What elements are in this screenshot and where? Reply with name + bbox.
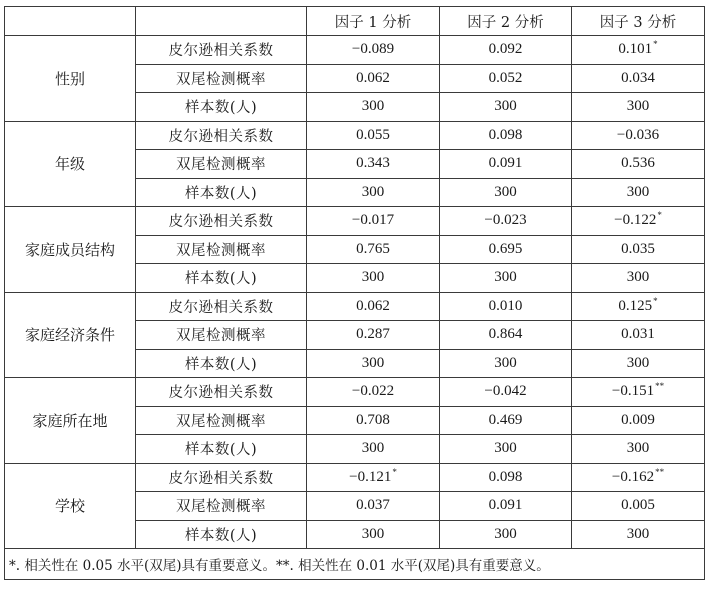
value-cell (307, 264, 440, 293)
value-cell (572, 235, 705, 264)
correlation-table-body (5, 7, 705, 580)
value-text: −0.162 (611, 468, 655, 485)
value-text: 300 (626, 354, 650, 371)
value-cell (307, 207, 440, 236)
header-cell-group (5, 7, 136, 36)
value-text: 300 (494, 440, 517, 457)
significance-marker: * (653, 295, 658, 306)
value-cell (572, 150, 705, 179)
value-cell (307, 93, 440, 122)
header-cell-metric (136, 7, 307, 36)
group-label: 家庭经济条件 (5, 292, 136, 378)
value-text: 0.708 (356, 411, 390, 428)
value-text: 0.125 (618, 297, 653, 314)
group-label: 家庭所在地 (5, 378, 136, 464)
value-cell (572, 121, 705, 150)
value-cell (440, 520, 572, 549)
value-cell (307, 36, 440, 65)
value-text: 300 (361, 525, 385, 542)
value-text: 0.469 (488, 411, 523, 428)
group-label: 性别 (5, 36, 136, 122)
value-cell (440, 264, 572, 293)
metric-label: 皮尔逊相关系数 (136, 292, 307, 321)
value-text: 300 (494, 183, 517, 200)
value-cell (572, 520, 705, 549)
value-text: 0.052 (488, 69, 523, 86)
metric-label: 皮尔逊相关系数 (136, 207, 307, 236)
value-text: −0.089 (351, 41, 395, 58)
table-row (5, 121, 705, 150)
significance-marker: ** (655, 381, 665, 392)
value-text: −0.022 (351, 383, 395, 400)
value-text: 0.055 (356, 126, 390, 143)
value-text: 0.062 (356, 69, 390, 86)
value-text: −0.036 (616, 126, 660, 143)
table-row (5, 463, 705, 492)
value-cell (307, 121, 440, 150)
value-cell (572, 36, 705, 65)
value-text: 0.092 (488, 41, 523, 58)
value-cell (440, 235, 572, 264)
metric-label: 双尾检测概率 (136, 406, 307, 435)
value-text: 300 (361, 98, 385, 115)
value-cell (307, 406, 440, 435)
value-text: 0.343 (356, 155, 390, 172)
value-cell (307, 150, 440, 179)
value-cell (440, 492, 572, 521)
value-cell (440, 378, 572, 407)
header-cell-factor-1: 因子 1 分析 (307, 7, 440, 36)
value-text: 0.034 (621, 69, 655, 86)
header-cell-factor-2: 因子 2 分析 (440, 7, 572, 36)
value-cell (307, 321, 440, 350)
value-text: −0.121 (349, 468, 392, 485)
value-text: 0.037 (356, 497, 390, 514)
metric-label: 样本数(人) (136, 435, 307, 464)
value-cell (440, 150, 572, 179)
value-text: 300 (494, 98, 517, 115)
metric-label: 样本数(人) (136, 93, 307, 122)
value-cell (572, 378, 705, 407)
value-text: 300 (626, 269, 650, 286)
value-cell (440, 463, 572, 492)
value-cell (440, 64, 572, 93)
value-text: 300 (494, 269, 517, 286)
value-text: 0.098 (488, 126, 523, 143)
value-cell (572, 178, 705, 207)
footnote-row (5, 549, 705, 580)
value-cell (440, 207, 572, 236)
value-text: 0.091 (488, 155, 523, 172)
value-cell (572, 93, 705, 122)
value-text: 0.031 (621, 326, 655, 343)
value-cell (572, 264, 705, 293)
metric-label: 样本数(人) (136, 520, 307, 549)
group-label: 家庭成员结构 (5, 207, 136, 293)
value-text: 0.287 (356, 326, 390, 343)
value-cell (307, 520, 440, 549)
value-cell (440, 36, 572, 65)
value-cell (440, 93, 572, 122)
value-text: 300 (626, 183, 650, 200)
significance-marker: * (653, 39, 658, 50)
value-text: −0.017 (351, 212, 395, 229)
table-row (5, 378, 705, 407)
value-cell (307, 292, 440, 321)
footnote: *. 相关性在 0.05 水平(双尾)具有重要意义。**. 相关性在 0.01 水平(双尾)具有重要意义。 (5, 549, 705, 580)
value-cell (307, 492, 440, 521)
value-cell (572, 349, 705, 378)
value-cell (572, 292, 705, 321)
significance-marker: * (392, 466, 397, 477)
value-cell (307, 435, 440, 464)
value-cell (572, 406, 705, 435)
value-cell (440, 292, 572, 321)
value-text: 300 (361, 269, 385, 286)
value-text: −0.023 (484, 212, 527, 229)
group-label: 学校 (5, 463, 136, 549)
value-cell (572, 492, 705, 521)
value-text: 0.695 (488, 240, 523, 257)
value-text: 300 (361, 440, 385, 457)
value-text: 0.765 (356, 240, 390, 257)
value-text: −0.151 (611, 383, 655, 400)
table-row (5, 36, 705, 65)
value-text: 300 (494, 525, 517, 542)
metric-label: 样本数(人) (136, 178, 307, 207)
value-cell (572, 64, 705, 93)
value-text: 0.098 (488, 468, 523, 485)
value-cell (307, 64, 440, 93)
value-cell (572, 463, 705, 492)
value-cell (440, 321, 572, 350)
value-text: 300 (361, 354, 385, 371)
metric-label: 双尾检测概率 (136, 150, 307, 179)
value-text: 0.864 (488, 326, 523, 343)
metric-label: 皮尔逊相关系数 (136, 36, 307, 65)
value-cell (307, 349, 440, 378)
value-cell (307, 178, 440, 207)
value-cell (440, 178, 572, 207)
metric-label: 皮尔逊相关系数 (136, 378, 307, 407)
header-cell-factor-3: 因子 3 分析 (572, 7, 705, 36)
correlation-table-container (4, 6, 704, 580)
significance-marker: * (657, 210, 662, 221)
value-cell (307, 235, 440, 264)
value-text: 0.009 (621, 411, 655, 428)
metric-label: 双尾检测概率 (136, 64, 307, 93)
value-text: 300 (626, 525, 650, 542)
metric-label: 皮尔逊相关系数 (136, 121, 307, 150)
value-cell (440, 121, 572, 150)
value-text: 0.062 (356, 297, 390, 314)
value-cell (572, 321, 705, 350)
significance-marker: ** (655, 466, 665, 477)
value-text: 0.010 (488, 297, 523, 314)
metric-label: 双尾检测概率 (136, 492, 307, 521)
value-cell (440, 435, 572, 464)
metric-label: 皮尔逊相关系数 (136, 463, 307, 492)
value-text: 0.091 (488, 497, 523, 514)
value-cell (572, 207, 705, 236)
value-cell (440, 349, 572, 378)
table-row (5, 207, 705, 236)
correlation-table (4, 6, 705, 580)
metric-label: 样本数(人) (136, 264, 307, 293)
value-text: 0.035 (621, 240, 655, 257)
metric-label: 双尾检测概率 (136, 235, 307, 264)
table-row (5, 292, 705, 321)
group-label: 年级 (5, 121, 136, 207)
value-text: 0.536 (621, 155, 655, 172)
value-cell (440, 406, 572, 435)
value-text: 300 (494, 354, 517, 371)
value-cell (307, 378, 440, 407)
value-cell (307, 463, 440, 492)
value-text: 0.101 (618, 41, 653, 58)
value-text: −0.122 (614, 212, 657, 229)
value-text: 300 (626, 440, 650, 457)
header-row (5, 7, 705, 36)
value-text: 300 (626, 98, 650, 115)
value-text: 300 (361, 183, 385, 200)
value-cell (572, 435, 705, 464)
value-text: 0.005 (621, 497, 655, 514)
value-text: −0.042 (484, 383, 527, 400)
metric-label: 双尾检测概率 (136, 321, 307, 350)
metric-label: 样本数(人) (136, 349, 307, 378)
